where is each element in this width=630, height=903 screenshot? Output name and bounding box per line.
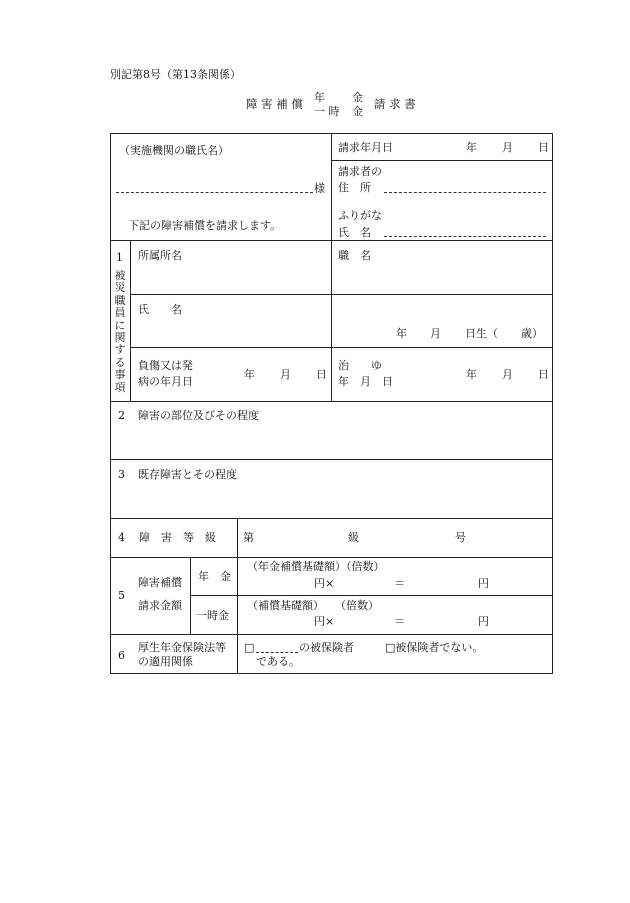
injury-label-2: 病の年月日 — [138, 375, 193, 388]
cure-label-2: 年 月 日 — [338, 375, 393, 388]
position-label: 職 名 — [338, 249, 371, 262]
name-label: 氏 名 — [338, 226, 371, 239]
s5-label-2: 請求金額 — [138, 599, 182, 612]
s5-label-1: 障害補償 — [138, 576, 182, 589]
birth-month: 月 — [430, 327, 441, 340]
age-suffix: 歳） — [521, 327, 543, 340]
rule-bottom — [110, 673, 553, 674]
s3-label: 既存障害とその程度 — [138, 468, 237, 481]
furigana-label: ふりがな — [338, 209, 382, 222]
grade-kyu: 級 — [348, 531, 359, 544]
rule-left — [110, 133, 111, 673]
s3-number: 3 — [118, 468, 125, 481]
dearu: である。 — [256, 655, 300, 668]
lump-label: 一時金 — [196, 609, 229, 622]
s4-number: 4 — [118, 531, 125, 544]
s2-label: 障害の部位及びその程度 — [138, 409, 259, 422]
rule-s1b — [130, 347, 553, 348]
annuity-formula-label: （年金補償基礎額）（倍数） — [247, 560, 385, 573]
s6-label-1: 厚生年金保険法等 — [138, 641, 226, 654]
claimant-label: 請求者の — [338, 165, 382, 178]
grade-go: 号 — [455, 531, 466, 544]
insured-text: の被保険者 — [299, 641, 354, 654]
insurance-name-line — [256, 652, 298, 653]
address-line — [384, 192, 546, 193]
title-end: 請 求 書 — [374, 97, 416, 111]
s1-number: 1 — [116, 251, 123, 264]
annuity-yen: 円 — [478, 577, 489, 590]
office-label: 所属所名 — [138, 249, 182, 262]
annuity-yen-times: 円× — [314, 577, 335, 590]
lump-formula-label: （補償基礎額） （倍数） — [247, 599, 379, 612]
title-top: 年 — [314, 91, 325, 104]
address-label: 住 所 — [338, 181, 371, 194]
cure-day: 日 — [538, 368, 549, 381]
cure-label-1: 治 ゆ — [338, 359, 382, 372]
rule-s1-end — [110, 401, 553, 402]
insured-checkbox[interactable]: □ — [244, 641, 255, 654]
form-number: 別記第8号（第13条関係） — [110, 68, 241, 81]
claim-month: 月 — [502, 141, 513, 154]
claim-day: 日 — [538, 141, 549, 154]
grade-dai: 第 — [243, 531, 254, 544]
rule-right — [552, 133, 553, 673]
birth-day: 日生（ — [465, 327, 498, 340]
agency-line — [116, 192, 313, 193]
lump-equals: ＝ — [394, 615, 405, 628]
rule-s3-end — [110, 518, 553, 519]
s6-label-2: の適用関係 — [138, 655, 193, 668]
title-right-bottom: 金 — [352, 105, 363, 118]
cure-month: 月 — [502, 368, 513, 381]
claim-year: 年 — [466, 141, 477, 154]
rule-date — [331, 160, 553, 161]
title-right-top: 金 — [352, 91, 363, 104]
injury-label-1: 負傷又は発 — [138, 359, 193, 372]
lump-yen-times: 円× — [314, 615, 335, 628]
sama: 様 — [314, 182, 325, 195]
rule-s456-split — [237, 518, 238, 673]
agency-label: （実施機関の職氏名） — [119, 144, 229, 157]
name-line — [384, 236, 546, 237]
name-field-label: 氏 名 — [138, 303, 182, 316]
rule-s1a — [130, 294, 553, 295]
rule-s2-end — [110, 459, 553, 460]
injury-month: 月 — [280, 368, 291, 381]
rule-s5-mid — [190, 595, 553, 596]
lump-yen: 円 — [478, 615, 489, 628]
claim-date-label: 請求年月日 — [338, 141, 393, 154]
rule-s1-label — [130, 240, 131, 401]
cure-year: 年 — [466, 368, 477, 381]
annuity-label: 年 金 — [198, 570, 231, 583]
injury-day: 日 — [316, 368, 327, 381]
title-bottom: 一 時 — [314, 105, 340, 118]
birth-year: 年 — [396, 327, 407, 340]
title-left: 障 害 補 償 — [246, 97, 303, 111]
rule-center — [331, 133, 332, 401]
injury-year: 年 — [244, 368, 255, 381]
request-text: 下記の障害補償を請求します。 — [128, 219, 282, 232]
s2-number: 2 — [118, 409, 125, 422]
rule-s4-end — [110, 557, 553, 558]
annuity-equals: ＝ — [394, 577, 405, 590]
s4-label: 障 害 等 級 — [139, 531, 216, 544]
rule-s5-inner — [190, 557, 191, 634]
s6-number: 6 — [118, 649, 125, 662]
not-insured-text: □被保険者でない。 — [385, 641, 484, 654]
s1-vertical-label: 被災職員に関する事項 — [114, 269, 126, 394]
rule-s5-end — [110, 634, 553, 635]
s5-number: 5 — [118, 589, 125, 602]
